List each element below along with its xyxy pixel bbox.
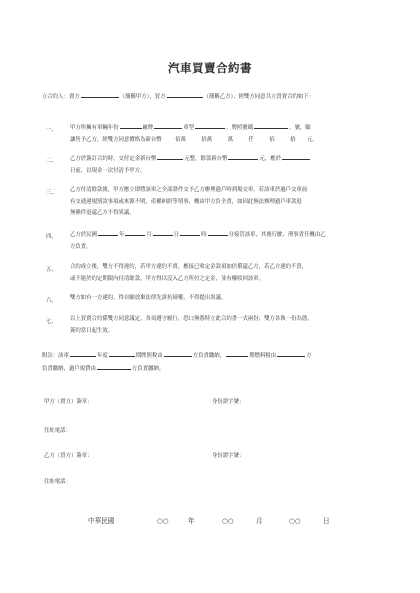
clause-7-line-2: 簽約當日起生效。	[70, 327, 114, 334]
addendum-text: 期牌照稅由	[135, 353, 163, 359]
clause-6	[70, 293, 380, 305]
preamble-part-3: （簡稱乙方）、經雙方同意共立買賣合約如下：	[203, 94, 315, 100]
handover-day-blank	[153, 229, 173, 236]
addendum-text: 負責繳納，過戶規費由	[42, 365, 96, 372]
date-prefix: 中華民國	[88, 517, 115, 525]
brand-blank	[154, 122, 182, 129]
clause-5	[70, 262, 380, 285]
buyer-blank	[167, 91, 203, 98]
clause-2-line-2	[70, 166, 380, 178]
clause-1-text: 廠牌	[142, 125, 154, 131]
seller-address-label: 住址電話：	[44, 428, 71, 434]
clause-5-number: 五、	[46, 267, 57, 273]
seller-blank	[81, 91, 119, 98]
buyer-address-label: 住址電話：	[44, 479, 71, 485]
addendum-line-1	[42, 350, 382, 363]
clause-3-line-2: 有交通違規罰款事項或來源不明，產權糾紛等情事，概由甲方負全責，如因此無法辦理過戶車款退	[70, 198, 302, 205]
clause-7-number: 七、	[46, 319, 57, 325]
date-month-value: ○○	[222, 517, 234, 525]
clause-1-text: 車型	[183, 125, 195, 131]
addendum-line-2	[42, 363, 382, 376]
price-unit: 拾	[290, 136, 296, 143]
clause-1-text: ，牌照號碼	[226, 125, 254, 131]
license-tax-period-blank	[109, 350, 135, 357]
preamble	[42, 91, 314, 103]
addendum-text: 方負責繳納。	[131, 365, 165, 372]
clause-2-text: 乙方於簽訂合約時，交付定金新台幣	[70, 156, 157, 162]
price-unit: 佰	[269, 136, 275, 143]
clause-1-line-2	[70, 135, 380, 147]
clause-1	[70, 122, 380, 146]
seller-signature-label: 甲方（賣方）簽章：	[44, 399, 93, 405]
addendum-text: 方負責繳納，	[192, 353, 226, 359]
document-title: 汽車買賣合約書	[168, 61, 252, 75]
clause-3-line-3: 無條件退還乙方不得異議。	[70, 210, 135, 216]
due-date-blank	[282, 153, 310, 160]
clause-1-number: 一、	[46, 127, 57, 133]
price-unit: 元。	[306, 136, 318, 143]
deposit-blank	[157, 153, 183, 160]
clause-4-line-1	[70, 229, 380, 242]
clause-2	[70, 153, 380, 177]
tax-year-blank	[70, 350, 96, 357]
price-unit: 拾萬	[201, 136, 213, 143]
buyer-id-label: 身份證字號：	[212, 453, 245, 459]
plate-blank	[254, 122, 288, 129]
clause-7-line-1: 以上買賣合約係雙方同意議定，各須遵守履行，恐口無憑特立此合約書一式兩份，雙方各執一份為憑，	[70, 316, 313, 322]
handover-hour-blank	[180, 229, 200, 236]
price-unit: 佰萬	[175, 136, 186, 143]
preamble-part-2: （簡稱甲方）、買方	[119, 94, 166, 100]
clause-1-text: 甲方所擁有車輛年份	[70, 125, 119, 131]
year-blank	[120, 122, 142, 129]
clause-3-line-1: 乙方付清餘款後，甲方應立即將該車之全部證件交予乙方辦理過戶時到場交車。若該車於過戶交車前	[70, 187, 308, 193]
clause-3	[70, 185, 380, 220]
fuel-tax-party-blank	[277, 350, 305, 357]
clause-1-text: ，號，願	[289, 125, 311, 131]
clause-3-number: 三、	[46, 190, 57, 196]
date-day-label: 日	[323, 517, 330, 525]
clause-6-line-1: 雙方如有一方違約，得自願放棄法律先訴抗辯權，不得提出異議。	[70, 295, 227, 301]
handover-year-blank	[98, 229, 118, 236]
clause-2-line-1	[70, 153, 380, 166]
clause-6-number: 六、	[46, 298, 57, 304]
clause-4-line-2: 方負責。	[70, 243, 92, 250]
balance-blank	[228, 153, 258, 160]
buyer-signature-label: 乙方（買方）簽章：	[44, 453, 93, 459]
fuel-tax-period-blank	[226, 350, 248, 357]
clause-4-text: 時	[201, 232, 207, 238]
price-unit: 萬	[227, 136, 233, 143]
clause-5-line-1: 合約成立後，雙方不得違約，若甲方違約不賣，應接已收定金款項加倍償還乙方，若乙方違約不買，	[70, 264, 308, 270]
handover-minute-blank	[208, 229, 228, 236]
preamble-part-1: 立合約人：賣方	[42, 94, 80, 100]
addendum-text: 年度	[96, 353, 108, 359]
license-tax-party-blank	[164, 350, 192, 357]
date-year-label: 年	[188, 517, 195, 525]
clause-2-text: 元整，餘款新台幣	[184, 156, 228, 162]
clause-4-text: 分接管該車，其後行駛、刑事責任概由乙	[228, 232, 326, 238]
clause-1-text: 讓售予乙方，經雙方同意價格為新台幣	[70, 136, 162, 143]
date-month-label: 月	[256, 517, 263, 525]
clause-1-line-1	[70, 122, 380, 135]
addendum-text: 期燃料稅由	[249, 353, 277, 359]
clause-4-text: 日	[173, 232, 180, 238]
clause-7	[70, 314, 380, 337]
clause-4-text: 乙方於民國	[70, 232, 97, 238]
clause-4	[70, 229, 380, 253]
clause-2-number: 二、	[46, 158, 57, 164]
addendum	[42, 350, 382, 375]
clause-2-text: 元，應於	[259, 156, 281, 162]
date-day-value: ○○	[289, 517, 301, 525]
clause-2-text: 日前，以現金一次付清予甲方。	[70, 167, 146, 174]
clause-5-line-2: 或不能於約定期限內付清餘款，甲方得以沒入乙方所付之定金，並有權收回該車。	[70, 275, 265, 282]
transfer-fee-party-blank	[97, 363, 131, 370]
clause-4-number: 四、	[46, 234, 57, 240]
handover-month-blank	[125, 229, 145, 236]
date-year-value: ○○	[157, 517, 169, 525]
addendum-text: 方	[306, 353, 312, 359]
addendum-text: 附註：該車	[42, 353, 69, 359]
seller-id-label: 身份證字號：	[212, 399, 245, 405]
clause-4-text: 月	[146, 232, 152, 238]
clause-4-text: 年	[118, 232, 125, 238]
model-blank	[195, 122, 225, 129]
price-unit: 仟	[248, 136, 254, 143]
